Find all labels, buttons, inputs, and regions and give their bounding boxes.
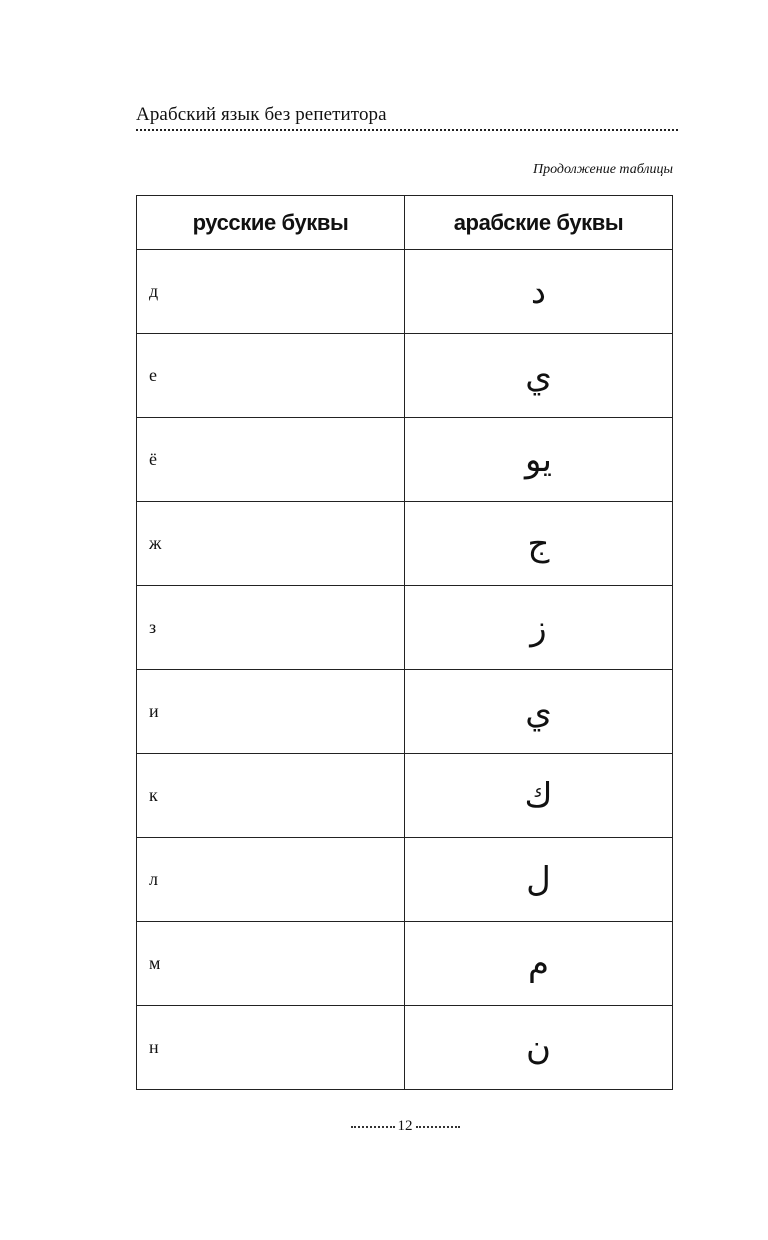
russian-letter-cell: н <box>137 1006 405 1090</box>
arabic-letter-cell: م <box>405 922 673 1006</box>
running-head-title: Арабский язык без репетитора <box>136 104 387 125</box>
page-footer <box>0 1118 768 1135</box>
table-row <box>137 586 673 670</box>
table-continuation-note: Продолжение таблицы <box>532 162 673 177</box>
table-row <box>137 838 673 922</box>
table-row <box>137 502 673 586</box>
arabic-letter-cell: ل <box>405 838 673 922</box>
page-number: 12 <box>397 1118 413 1134</box>
column-header-russian: русские буквы <box>137 196 405 250</box>
table-row <box>137 670 673 754</box>
header-dotted-rule <box>136 129 678 131</box>
letters-table <box>136 195 673 1090</box>
footer-dots-right <box>416 1126 460 1128</box>
arabic-letter-cell: ج <box>405 502 673 586</box>
arabic-letter-cell: ك <box>405 754 673 838</box>
russian-letter-cell: ё <box>137 418 405 502</box>
table-row <box>137 922 673 1006</box>
table-row <box>137 334 673 418</box>
arabic-letter-cell: ي <box>405 670 673 754</box>
table-row <box>137 418 673 502</box>
column-header-arabic: арабские буквы <box>405 196 673 250</box>
table-row <box>137 754 673 838</box>
arabic-letter-cell: يو <box>405 418 673 502</box>
russian-letter-cell: з <box>137 586 405 670</box>
russian-letter-cell: д <box>137 250 405 334</box>
russian-letter-cell: л <box>137 838 405 922</box>
russian-letter-cell: к <box>137 754 405 838</box>
arabic-letter-cell: ي <box>405 334 673 418</box>
russian-letter-cell: е <box>137 334 405 418</box>
table-row <box>137 1006 673 1090</box>
table-row <box>137 250 673 334</box>
table-header-row <box>137 196 673 250</box>
arabic-letter-cell: ن <box>405 1006 673 1090</box>
footer-dots-left <box>351 1126 395 1128</box>
russian-letter-cell: и <box>137 670 405 754</box>
russian-letter-cell: м <box>137 922 405 1006</box>
arabic-letter-cell: د <box>405 250 673 334</box>
arabic-letter-cell: ز <box>405 586 673 670</box>
russian-letter-cell: ж <box>137 502 405 586</box>
